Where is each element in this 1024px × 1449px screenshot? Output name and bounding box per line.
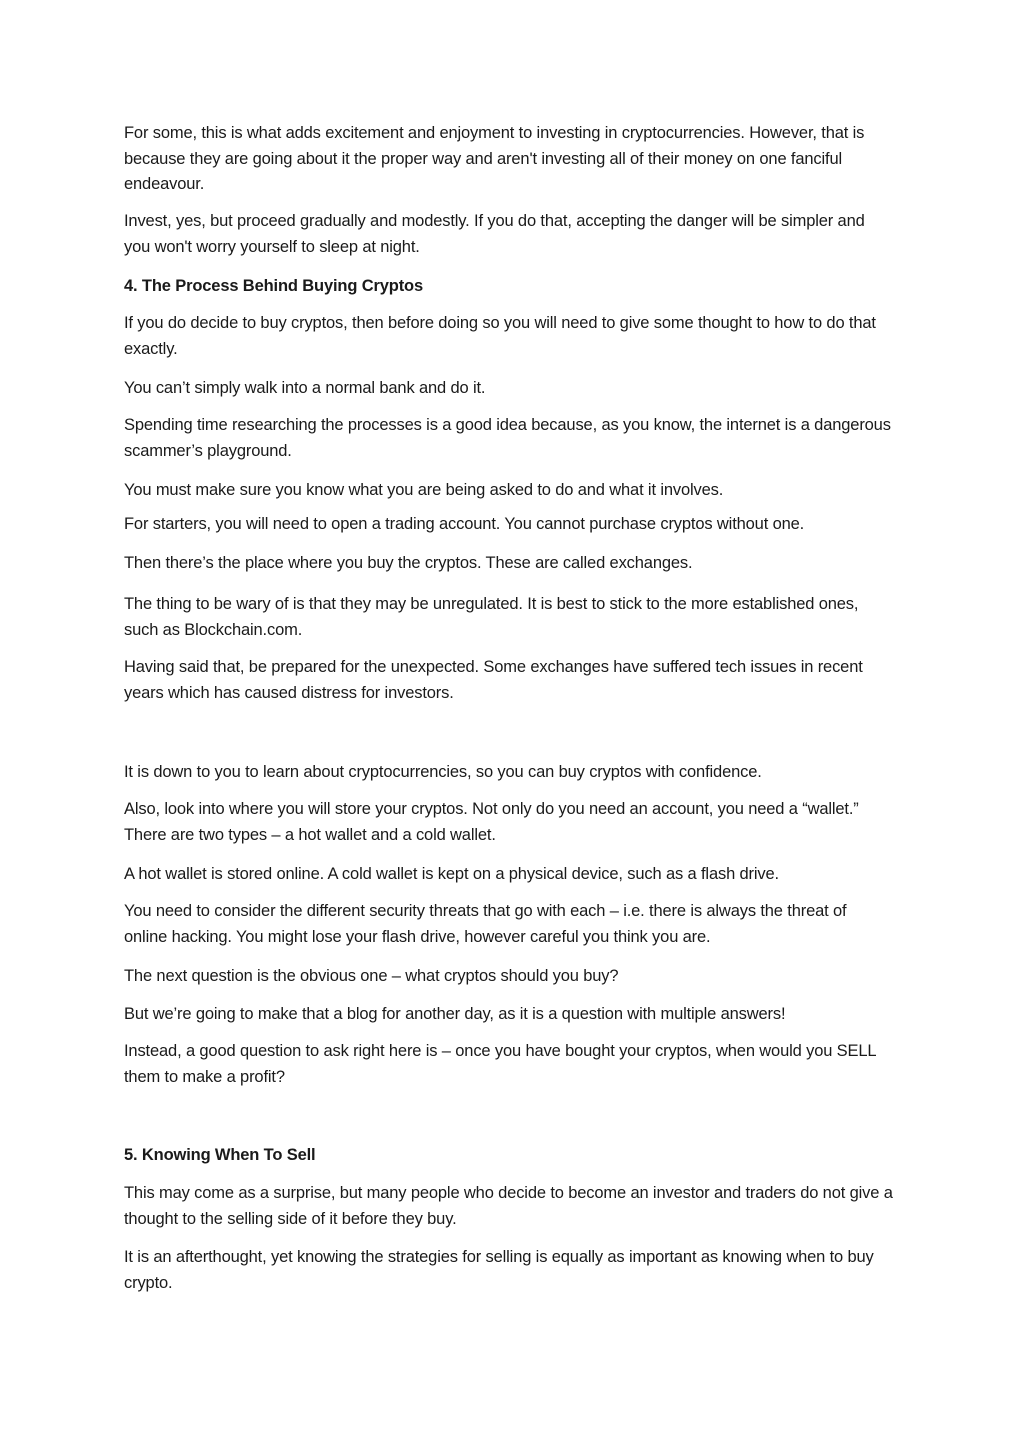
paragraph: For starters, you will need to open a trading account. You cannot purchase cryptos without one. [124,515,805,533]
paragraph: The thing to be wary of is that they may be unregulated. It is best to stick to the more established ones, such as Blockchain.com. [124,595,859,639]
paragraph: Having said that, be prepared for the unexpected. Some exchanges have suffered tech issues in recent years which has caused distress for investors. [124,658,863,702]
paragraph: Invest, yes, but proceed gradually and modestly. If you do that, accepting the danger will be simpler and you won't worry yourself to sleep at night. [124,212,865,256]
paragraph: Spending time researching the processes is a good idea because, as you know, the internet is a dangerous scammer’s playground. [124,416,891,460]
paragraph: If you do decide to buy cryptos, then before doing so you will need to give some thought to how to do that exactly. [124,314,876,358]
paragraph: It is down to you to learn about cryptocurrencies, so you can buy cryptos with confidence. [124,763,762,781]
section-heading: 4. The Process Behind Buying Cryptos [124,277,423,295]
paragraph: Instead, a good question to ask right here is – once you have bought your cryptos, when would you SELL them to make a profit? [124,1042,876,1086]
paragraph: A hot wallet is stored online. A cold wallet is kept on a physical device, such as a flash drive. [124,865,779,883]
paragraph: The next question is the obvious one – what cryptos should you buy? [124,967,619,985]
paragraph: You can’t simply walk into a normal bank and do it. [124,379,486,397]
section-heading: 5. Knowing When To Sell [124,1146,316,1164]
paragraph: You need to consider the different security threats that go with each – i.e. there is always the threat of online hacking. You might lose your flash drive, however careful you think you are. [124,902,847,946]
paragraph: Then there’s the place where you buy the cryptos. These are called exchanges. [124,554,693,572]
paragraph: Also, look into where you will store your cryptos. Not only do you need an account, you need a “wallet.” There are two types – a hot wallet and a cold wallet. [124,800,859,844]
paragraph: You must make sure you know what you are being asked to do and what it involves. [124,481,724,499]
paragraph: For some, this is what adds excitement and enjoyment to investing in cryptocurrencies. However, that is because they are going about it the proper way and aren't investing all of their money on one fanciful endeavour. [124,124,865,193]
paragraph: It is an afterthought, yet knowing the strategies for selling is equally as important as knowing when to buy crypto. [124,1248,874,1292]
paragraph: This may come as a surprise, but many people who decide to become an investor and traders do not give a thought to the selling side of it before they buy. [124,1184,893,1228]
paragraph: But we’re going to make that a blog for another day, as it is a question with multiple answers! [124,1005,786,1023]
